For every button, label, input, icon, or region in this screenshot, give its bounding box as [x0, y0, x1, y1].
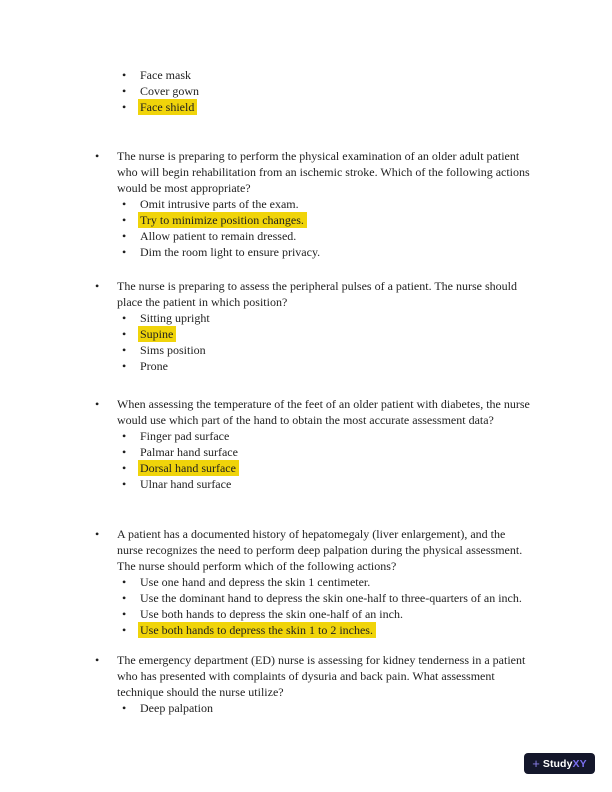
answer-option-text: Allow patient to remain dressed. [140, 229, 297, 243]
brand-text-primary: Study [542, 758, 573, 770]
bullet-icon: • [122, 311, 127, 325]
plus-icon: + [532, 755, 540, 771]
question-text: The nurse is preparing to assess the peripheral pulses of a patient. The nurse should place the patient in which position? [117, 279, 518, 309]
bullet-icon: • [122, 591, 127, 605]
answer-option-text: Ulnar hand surface [140, 477, 232, 491]
bullet-icon: • [122, 429, 127, 443]
answer-option-text: Use both hands to depress the skin one-half of an inch. [140, 607, 403, 621]
bullet-icon: • [122, 213, 127, 227]
question-row [95, 526, 532, 574]
highlighted-answer: Face shield [138, 99, 197, 115]
bullet-icon: • [122, 607, 127, 621]
answer-option-text: Use one hand and depress the skin 1 centimeter. [140, 575, 371, 589]
answer-option-text: Finger pad surface [140, 429, 230, 443]
answer-option-row [95, 700, 532, 716]
bullet-icon: • [122, 343, 127, 357]
question-row [95, 148, 532, 196]
bullet-icon: • [122, 197, 127, 211]
bullet-icon: • [122, 84, 127, 98]
question-text: The emergency department (ED) nurse is assessing for kidney tenderness in a patient who has presented with complaints of dysuria and back pain. What assessment technique should the nurse utilize? [117, 653, 526, 699]
question-block [95, 526, 532, 638]
bullet-icon: • [95, 653, 100, 667]
answer-option-row [95, 622, 532, 638]
answer-option-row [95, 476, 532, 492]
question-block [95, 652, 532, 716]
question-text: The nurse is preparing to perform the physical examination of an older adult patient who will begin rehabilitation from an ischemic stroke. Which of the following actions would be most appropriate? [117, 149, 530, 195]
question-block [95, 278, 532, 374]
answer-option-row [95, 99, 532, 115]
answer-option-text: Face mask [140, 68, 191, 82]
bullet-icon: • [122, 327, 127, 341]
bullet-icon: • [95, 149, 100, 163]
answer-option-text [140, 212, 532, 228]
bullet-icon: • [122, 461, 127, 475]
question-block [95, 67, 532, 115]
bullet-icon: • [122, 623, 127, 637]
answer-option-text: Sitting upright [140, 311, 210, 325]
answer-option-row [95, 574, 532, 590]
question-row [95, 396, 532, 428]
bullet-icon: • [122, 359, 127, 373]
bullet-icon: • [95, 397, 100, 411]
answer-option-row [95, 310, 532, 326]
bullet-icon: • [122, 445, 127, 459]
answer-option-text: Palmar hand surface [140, 445, 238, 459]
bullet-icon: • [122, 100, 127, 114]
answer-option-row [95, 196, 532, 212]
question-block [95, 396, 532, 492]
answer-option-text [140, 326, 532, 342]
answer-option-row [95, 228, 532, 244]
bullet-icon: • [122, 575, 127, 589]
answer-option-row [95, 358, 532, 374]
question-text: A patient has a documented history of hepatomegaly (liver enlargement), and the nurse recognizes the need to perform deep palpation during the physical assessment. The nurse should perform which of the following actions? [117, 527, 523, 573]
answer-option-text: Cover gown [140, 84, 199, 98]
brand-text-accent: XY [572, 758, 587, 770]
answer-option-row [95, 342, 532, 358]
answer-option-row [95, 428, 532, 444]
bullet-icon: • [122, 245, 127, 259]
highlighted-answer: Use both hands to depress the skin 1 to 2 inches. [138, 622, 376, 638]
brand-text [543, 755, 587, 772]
bullet-icon: • [95, 279, 100, 293]
answer-option-text [140, 460, 532, 476]
question-block [95, 148, 532, 260]
question-row [95, 652, 532, 700]
highlighted-answer: Try to minimize position changes. [138, 212, 307, 228]
answer-option-text: Sims position [140, 343, 206, 357]
studyxy-logo-badge[interactable] [524, 753, 595, 774]
answer-option-text: Use the dominant hand to depress the skin one-half to three-quarters of an inch. [140, 591, 522, 605]
answer-option-row [95, 590, 532, 606]
question-row [95, 278, 532, 310]
highlighted-answer: Supine [138, 326, 176, 342]
bullet-icon: • [122, 477, 127, 491]
answer-option-text: Omit intrusive parts of the exam. [140, 197, 299, 211]
bullet-icon: • [122, 701, 127, 715]
answer-option-text: Dim the room light to ensure privacy. [140, 245, 321, 259]
answer-option-row [95, 212, 532, 228]
answer-option-text [140, 622, 532, 638]
answer-option-row [95, 326, 532, 342]
answer-option-row [95, 606, 532, 622]
answer-option-row [95, 444, 532, 460]
answer-option-text: Prone [140, 359, 168, 373]
bullet-icon: • [122, 229, 127, 243]
answer-option-row [95, 244, 532, 260]
answer-option-row [95, 67, 532, 83]
highlighted-answer: Dorsal hand surface [138, 460, 239, 476]
answer-option-row [95, 83, 532, 99]
question-text: When assessing the temperature of the feet of an older patient with diabetes, the nurse would use which part of the hand to obtain the most accurate assessment data? [117, 397, 530, 427]
bullet-icon: • [95, 527, 100, 541]
answer-option-text: Deep palpation [140, 701, 213, 715]
bullet-icon: • [122, 68, 127, 82]
answer-option-row [95, 460, 532, 476]
answer-option-text [140, 99, 532, 115]
